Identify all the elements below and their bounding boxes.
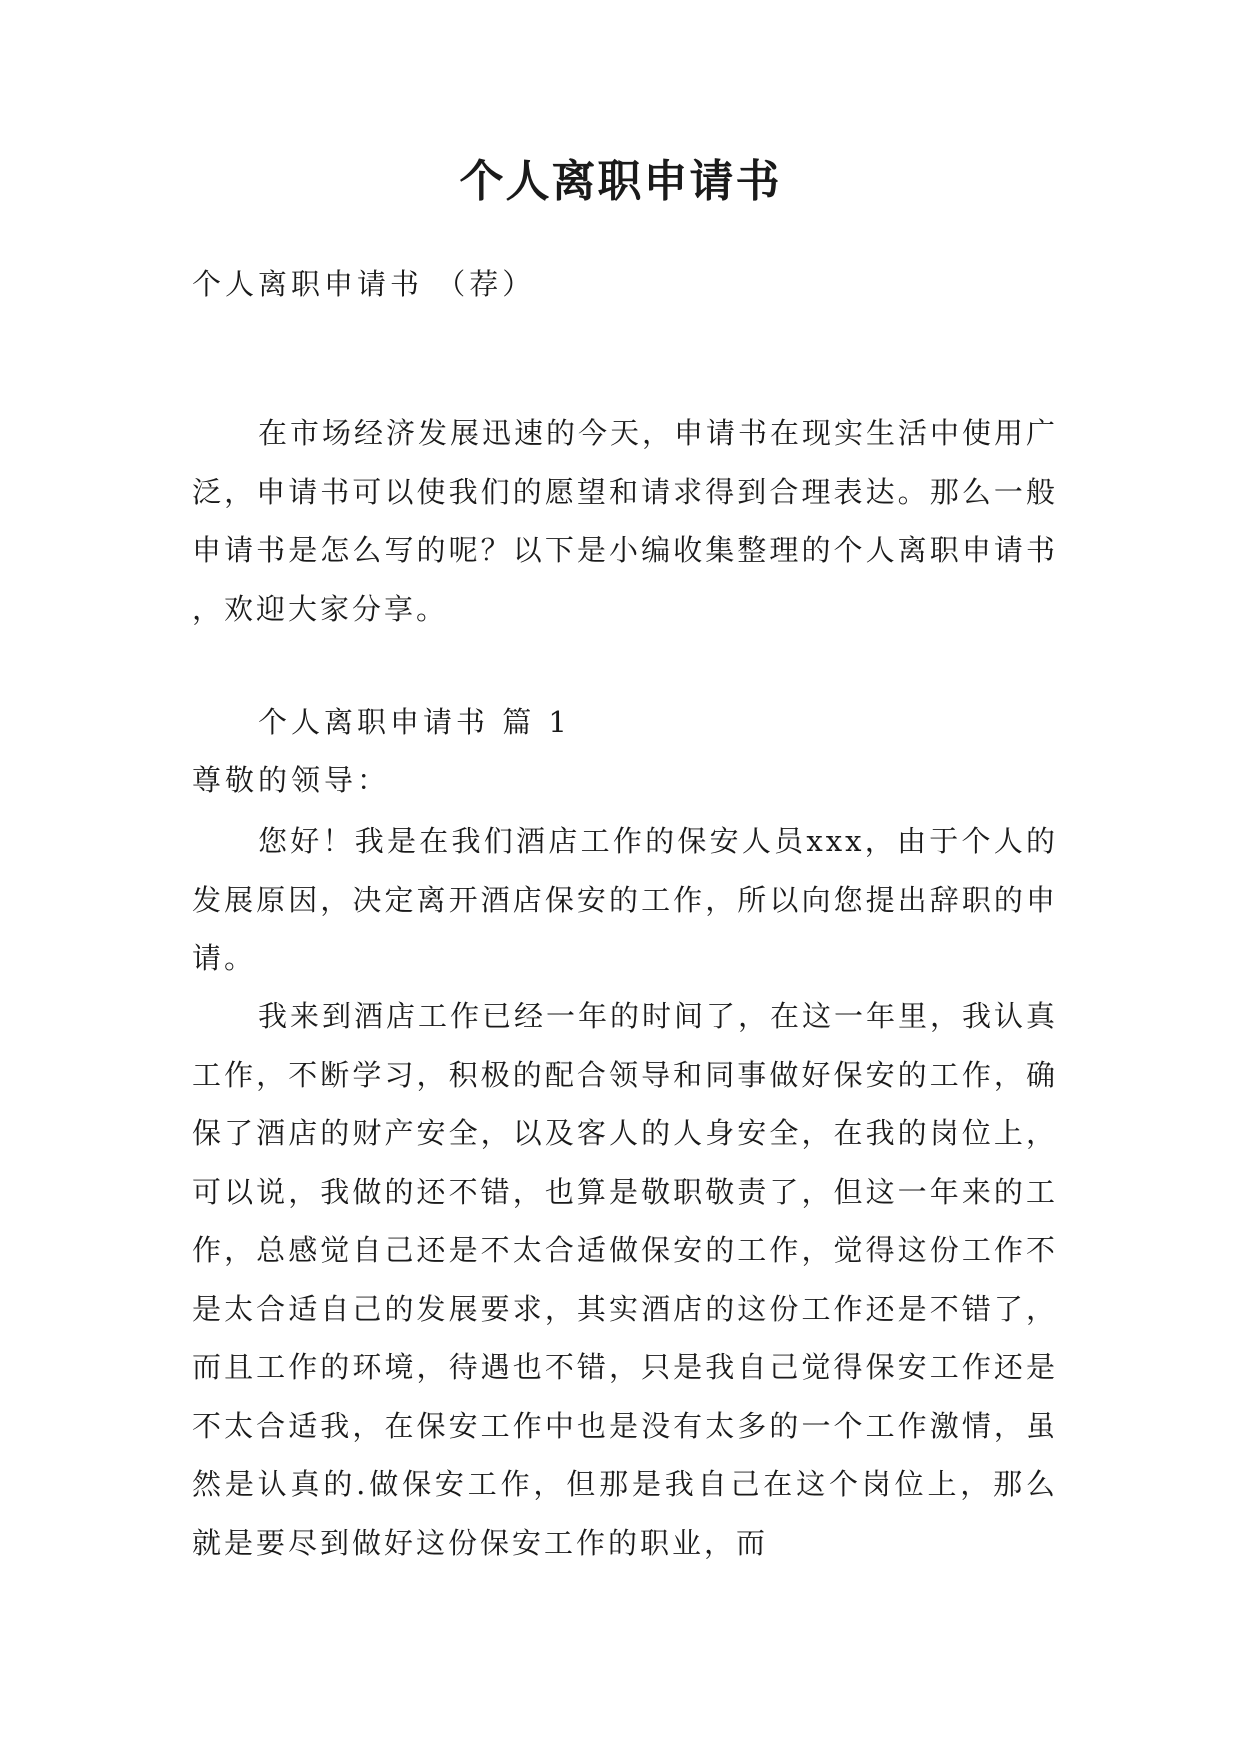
letter-paragraph: 您好！我是在我们酒店工作的保安人员xxx，由于个人的发展原因，决定离开酒店保安的工作，所以向您提出辞职的申请。 [192, 824, 1058, 975]
intro-paragraph: 在市场经济发展迅速的今天，申请书在现实生活中使用广泛，申请书可以使我们的愿望和请求得到合理表达。那么一般申请书是怎么写的呢？以下是小编收集整理的个人离职申请书 ，欢迎大家分享。 [192, 416, 1059, 626]
letter-salutation: 尊敬的领导： [192, 763, 391, 797]
letter-paragraph: 我来到酒店工作已经一年的时间了，在这一年里，我认真工作，不断学习，积极的配合领导和同事做好保安的工作，确保了酒店的财产安全，以及客人的人身安全，在我的岗位上，可以说，我做的还不错，也算是敬职敬责了，但这一年来的工作，总感觉自己还是不太合适做保安的工作，觉得这份工作不是太合适自己的发展要求，其实酒店的这份工作还是不错了，而且工作的环境，待遇也不错，只是我自己觉得保安工作还是不太合适我，在保安工作中也是没有太多的一个工作激情，虽然是认真的.做保安工作，但那是我自己在这个岗位上，那么就是要尽到做好这份保安工作的职业，而 [192, 999, 1059, 1560]
document-subtitle: 个人离职申请书 （荐） [192, 267, 536, 301]
section-heading: 个人离职申请书 篇 1 [258, 705, 571, 739]
document-title: 个人离职申请书 [459, 156, 782, 207]
